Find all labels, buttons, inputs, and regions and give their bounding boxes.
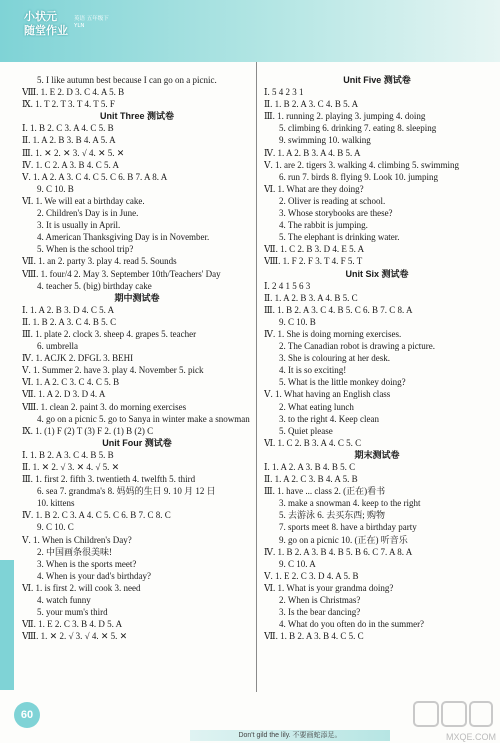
answer-line: Ⅱ. 1. A 2. B 3. B 4. A 5. A xyxy=(22,135,116,146)
answer-line: 7. sports meet 8. have a birthday party xyxy=(279,522,417,533)
answer-line: 5. your mum's third xyxy=(37,607,108,618)
answer-line: Ⅵ. 1. What are they doing? xyxy=(264,183,364,194)
answer-line: 2. The Canadian robot is drawing a picture. xyxy=(279,341,436,352)
right-answer-column xyxy=(264,74,490,642)
answer-line: Ⅱ. 1. A 2. C 3. B 4. A 5. B xyxy=(264,474,358,485)
answer-line: 6. sea 7. grandma's 8. 妈妈的生日 9. 10 月 12 日 xyxy=(37,486,216,497)
logo-line-1: 小状元 xyxy=(24,10,57,23)
answer-line: Ⅲ. 1. ✕ 2. ✕ 3. √ 4. ✕ 5. ✕ xyxy=(22,147,125,158)
answer-line: Ⅸ. 1. (1) F (2) T (3) F 2. (1) B (2) C xyxy=(22,425,154,436)
answer-line: Ⅲ. 1. running 2. playing 3. jumping 4. doing xyxy=(264,111,426,122)
answer-line: Ⅰ. 1. A 2. B 3. D 4. C 5. A xyxy=(22,304,115,315)
watermark-logo xyxy=(410,698,496,742)
page-number-badge: 60 xyxy=(14,702,40,728)
column-divider xyxy=(256,62,257,692)
answer-line: Ⅴ. 1. What having an English class xyxy=(264,389,391,400)
answer-line: Ⅲ. 1. first 2. fifth 3. twentieth 4. twelfth 5. third xyxy=(22,474,196,485)
answer-line: Ⅷ. 1. clean 2. paint 3. do morning exercises xyxy=(22,401,187,412)
answer-line: 3. make a snowman 4. keep to the right xyxy=(279,498,421,509)
answer-line: Ⅰ. 1. A 2. A 3. B 4. B 5. C xyxy=(264,462,356,472)
answer-line: Ⅶ. 1. C 2. B 3. D 4. E 5. A xyxy=(264,244,365,255)
answer-line: Ⅴ. 1. are 2. tigers 3. walking 4. climbing 5. swimming xyxy=(264,159,459,170)
logo-line-2: 随堂作业 xyxy=(24,24,68,37)
answer-line: Ⅵ. 1. C 2. B 3. A 4. C 5. C xyxy=(264,437,362,448)
answer-line: 5. What is the little monkey doing? xyxy=(279,377,406,388)
answer-line: 2. Children's Day is in June. xyxy=(37,208,139,219)
answer-line: 4. watch funny xyxy=(37,595,91,606)
section-title: Unit Three 测试卷 xyxy=(99,111,174,122)
answer-line: Ⅵ. 1. What is your grandma doing? xyxy=(264,582,394,593)
answer-line: Ⅱ. 1. ✕ 2. √ 3. ✕ 4. √ 5. ✕ xyxy=(22,462,120,472)
answer-line: Ⅶ. 1. A 2. D 3. D 4. A xyxy=(22,389,106,400)
answer-line: 4. What do you often do in the summer? xyxy=(279,619,425,630)
answer-line: 4. The rabbit is jumping. xyxy=(279,220,368,231)
answer-line: 3. Whose storybooks are these? xyxy=(279,208,393,219)
answer-line: Ⅴ. 1. E 2. C 3. D 4. A 5. B xyxy=(264,570,359,581)
answer-line: 2. 中国画条很美味! xyxy=(37,546,112,557)
section-title: 期中测试卷 xyxy=(114,292,160,303)
answer-line: 2. Oliver is reading at school. xyxy=(279,195,386,206)
answer-line: 3. It is usually in April. xyxy=(37,220,121,231)
answer-line: Ⅴ. 1. When is Children's Day? xyxy=(22,534,132,545)
answer-line: Ⅶ. 1. an 2. party 3. play 4. read 5. Sounds xyxy=(22,256,177,267)
answer-line: 3. to the right 4. Keep clean xyxy=(279,413,379,424)
answer-line: 9. swimming 10. walking xyxy=(279,135,371,146)
answer-line: Ⅶ. 1. E 2. C 3. B 4. D 5. A xyxy=(22,619,123,630)
answer-line: 5. Quiet please xyxy=(279,425,333,436)
answer-line: Ⅱ. 1. A 2. B 3. A 4. B 5. C xyxy=(264,292,358,303)
footer-slogan: Don't gild the lily. 不要画蛇添足。 xyxy=(190,730,390,741)
answer-line: 2. What eating lunch xyxy=(279,401,354,412)
answer-line: Ⅵ. 1. We will eat a birthday cake. xyxy=(22,195,145,206)
answer-line: 5. I like autumn best because I can go on a picnic. xyxy=(37,75,217,85)
answer-line: Ⅰ. 1. B 2. C 3. A 4. C 5. B xyxy=(22,123,114,134)
answer-line: Ⅱ. 1. B 2. A 3. C 4. B 5. C xyxy=(22,316,117,327)
answer-line: Ⅰ. 2 4 1 5 6 3 xyxy=(264,280,311,291)
answer-line: 5. When is the school trip? xyxy=(37,244,134,255)
answer-line: 5. climbing 6. drinking 7. eating 8. sleeping xyxy=(279,123,437,134)
answer-line: Ⅳ. 1. B 2. A 3. B 4. B 5. B 6. C 7. A 8. A xyxy=(264,546,413,557)
answer-line: 6. run 7. birds 8. flying 9. Look 10. jumping xyxy=(279,171,438,182)
answer-line: 10. kittens xyxy=(37,498,75,509)
answer-line: 3. When is the sports meet? xyxy=(37,558,137,569)
side-accent-strip xyxy=(0,560,14,690)
watermark-text: MXQE.COM xyxy=(445,732,496,742)
answer-line: 3. Is the bear dancing? xyxy=(279,607,361,618)
section-title: Unit Five 测试卷 xyxy=(343,75,411,85)
answer-line: Ⅵ. 1. A 2. C 3. C 4. C 5. B xyxy=(22,377,120,388)
answer-line: Ⅴ. 1. A 2. A 3. C 4. C 5. C 6. B 7. A 8. A xyxy=(22,171,168,182)
section-title: 期末测试卷 xyxy=(354,449,400,460)
answer-line: 4. American Thanksgiving Day is in November. xyxy=(37,232,210,243)
answer-line: Ⅷ. 1. E 2. D 3. C 4. A 5. B xyxy=(22,87,125,98)
answer-line: 3. She is colouring at her desk. xyxy=(279,353,390,364)
answer-line: 9. go on a picnic 10. (正在) 听音乐 xyxy=(279,534,408,545)
answer-line: 6. umbrella xyxy=(37,341,78,352)
left-answer-column xyxy=(22,74,252,642)
page-header xyxy=(0,0,500,62)
answer-line: Ⅳ. 1. C 2. A 3. B 4. C 5. A xyxy=(22,159,120,170)
answer-line: Ⅳ. 1. A 2. B 3. A 4. B 5. A xyxy=(264,147,361,158)
answer-line: Ⅳ. 1. She is doing morning exercises. xyxy=(264,328,402,339)
answer-line: 2. When is Christmas? xyxy=(279,595,361,606)
answer-line: Ⅷ. 1. four/4 2. May 3. September 10th/Teachers' Day xyxy=(22,268,221,279)
answer-line: Ⅴ. 1. Summer 2. have 3. play 4. November 5. pick xyxy=(22,365,204,376)
answer-line: 5. The elephant is drinking water. xyxy=(279,232,400,243)
section-title: Unit Six 测试卷 xyxy=(345,268,409,279)
answer-line: 9. C 10. B xyxy=(37,183,74,194)
answer-line: 4. It is so exciting! xyxy=(279,365,347,376)
answer-line: Ⅲ. 1. B 2. A 3. C 4. B 5. C 6. B 7. C 8. A xyxy=(264,304,413,315)
answer-line: Ⅸ. 1. T 2. T 3. T 4. T 5. F xyxy=(22,99,115,110)
answer-line: Ⅱ. 1. B 2. A 3. C 4. B 5. A xyxy=(264,99,359,110)
answer-line: Ⅰ. 5 4 2 3 1 xyxy=(264,87,304,98)
answer-line: 4. teacher 5. (big) birthday cake xyxy=(37,280,152,291)
section-title: Unit Four 测试卷 xyxy=(102,437,172,448)
answer-line: 4. go on a picnic 5. go to Sanya in winter make a snowman xyxy=(37,413,250,424)
answer-line: Ⅳ. 1. B 2. C 3. A 4. C 5. C 6. B 7. C 8. C xyxy=(22,510,171,521)
answer-line: 9. C 10. B xyxy=(279,316,316,327)
answer-line: Ⅰ. 1. B 2. A 3. C 4. B 5. B xyxy=(22,449,114,460)
answer-line: Ⅲ. 1. plate 2. clock 3. sheep 4. grapes 5. teacher xyxy=(22,328,197,339)
answer-line: 9. C 10. C xyxy=(37,522,74,533)
answer-line: Ⅷ. 1. ✕ 2. √ 3. √ 4. ✕ 5. ✕ xyxy=(22,631,128,642)
answer-line: Ⅲ. 1. have ... class 2. (正在)看书 xyxy=(264,486,386,497)
logo-tag: 英语 五年级下 YLN xyxy=(74,16,109,29)
answer-line: Ⅵ. 1. is first 2. will cook 3. need xyxy=(22,582,141,593)
answer-line: 9. C 10. A xyxy=(279,558,316,569)
answer-line: 4. When is your dad's birthday? xyxy=(37,570,151,581)
answer-line: Ⅶ. 1. B 2. A 3. B 4. C 5. C xyxy=(264,631,364,642)
answer-line: 5. 去游泳 6. 去买东西; 购物 xyxy=(279,510,386,521)
answer-line: Ⅳ. 1. ACJK 2. DFGL 3. BEHI xyxy=(22,353,134,364)
watermark-icon xyxy=(410,698,496,732)
answer-line: Ⅷ. 1. F 2. F 3. T 4. F 5. T xyxy=(264,256,363,267)
